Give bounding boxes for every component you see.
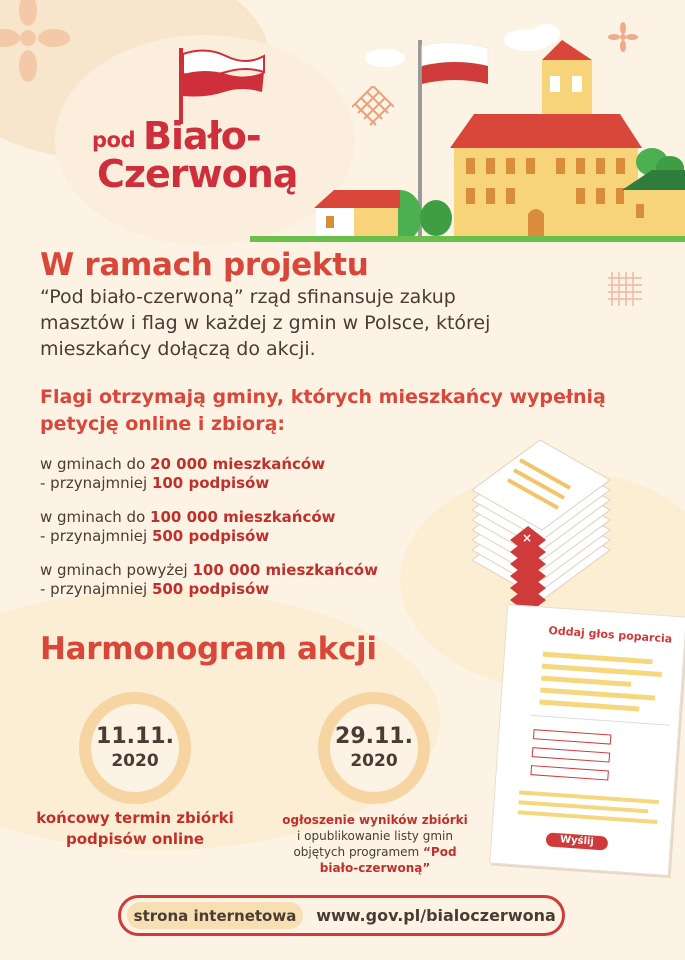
schedule-heading: Harmonogram akcji (40, 631, 377, 667)
svg-text:×: × (522, 531, 533, 545)
petition-form-illustration (489, 604, 685, 876)
date-day: 29.11. (335, 724, 413, 749)
date-year: 2020 (350, 751, 398, 771)
date-caption: końcowy termin zbiórki podpisów online (36, 809, 234, 848)
website-pill (118, 895, 565, 936)
website-link[interactable]: www.gov.pl/bialoczerwona (316, 906, 556, 925)
form-select (530, 765, 609, 780)
form-line (541, 676, 631, 687)
date-day: 11.11. (96, 724, 174, 749)
requirement-item: w gminach do 100 000 mieszkańców - przynajmniej 500 podpisów (40, 508, 336, 545)
form-line (543, 652, 653, 665)
requirements-heading: Flagi otrzymają gminy, których mieszkańcy wypełnią (40, 386, 606, 408)
date-circle (318, 692, 430, 804)
town-hall-illustration (250, 18, 685, 248)
requirement-item: w gminach powyżej 100 000 mieszkańców - przynajmniej 500 podpisów (40, 561, 378, 598)
intro-line: “Pod biało-czerwoną” rząd sfinansuje zakup (40, 286, 456, 308)
form-select (533, 729, 612, 744)
logo-line-1: Biało- (143, 114, 261, 158)
requirements-heading: petycję online i zbiorą: (40, 413, 286, 435)
logo-pod-text: pod (92, 128, 135, 152)
requirement-item: w gminach do 20 000 mieszkańców - przynajmniej 100 podpisów (40, 455, 326, 492)
logo-line-2: Czerwoną (97, 152, 298, 196)
date-year: 2020 (111, 751, 159, 771)
date-circle (79, 692, 191, 804)
form-divider (531, 715, 671, 726)
form-select (532, 747, 611, 762)
date-caption: ogłoszenie wyników zbiórki i opublikowanie listy gmin objętych programem “Pod biało-czerwoną” (282, 813, 468, 875)
form-line (542, 664, 662, 677)
intro-line: masztów i flag w każdej z gmin w Polsce, której (40, 312, 491, 334)
form-line (540, 688, 655, 701)
intro-line: mieszkańcy dołączą do akcji. (40, 338, 316, 360)
send-button: Wyślij (545, 832, 608, 850)
website-label: strona internetowa (127, 902, 303, 929)
flower-decoration-icon (0, 0, 80, 90)
form-title: Oddaj głos poparcia (548, 623, 673, 646)
form-line (539, 700, 639, 712)
paper-stack-illustration (470, 440, 620, 630)
intro-heading: W ramach projektu (40, 247, 369, 283)
hatch-decoration-icon (608, 272, 642, 306)
